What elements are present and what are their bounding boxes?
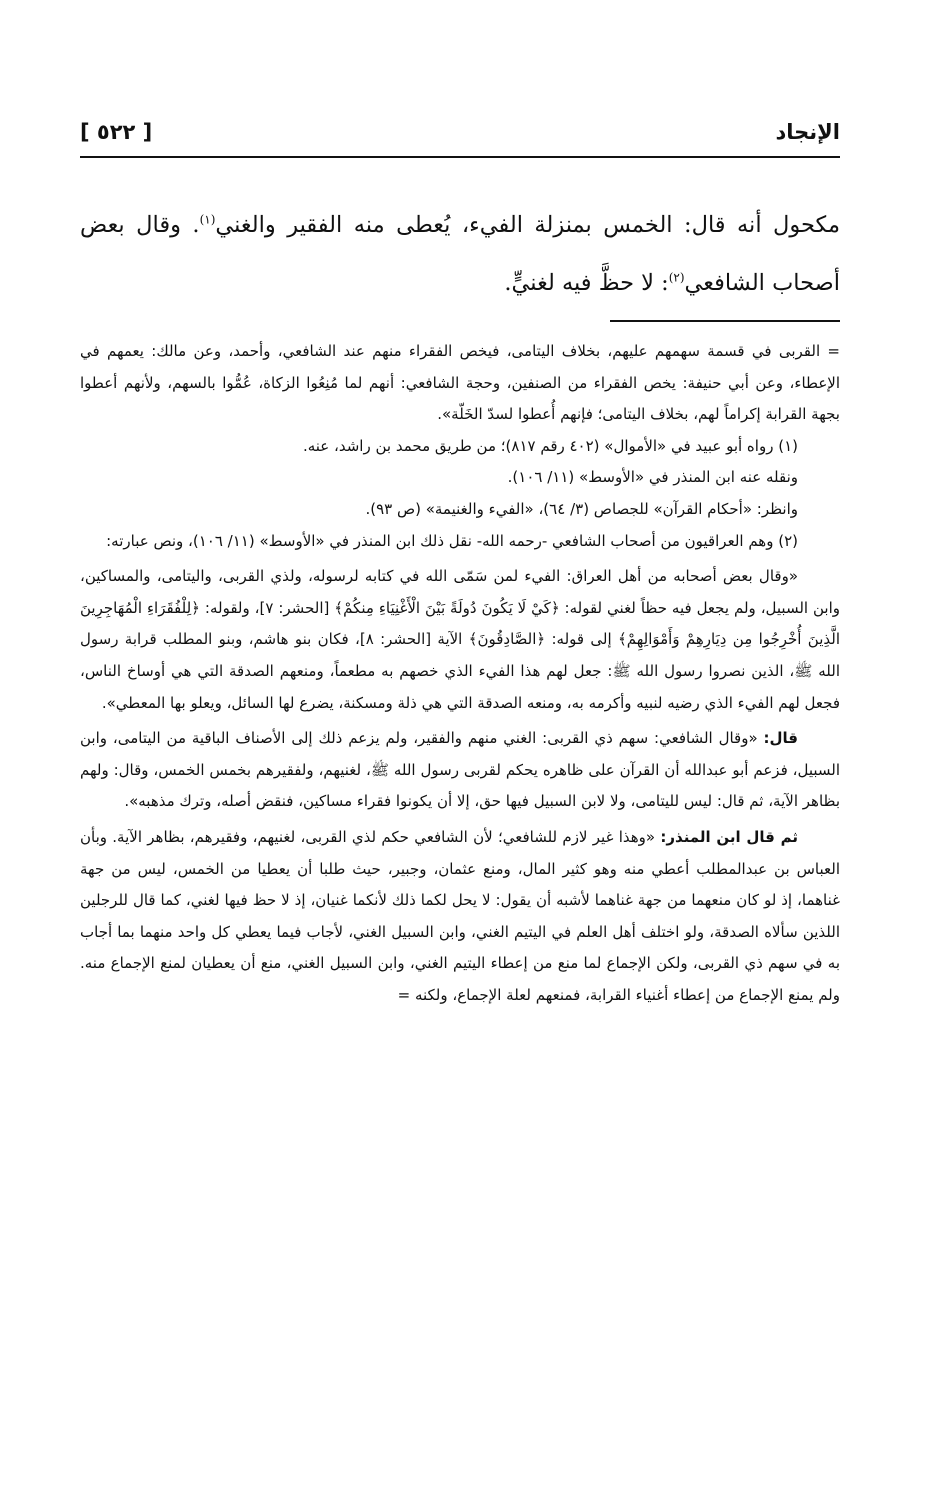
quote-3-lead: ثم قال ابن المنذر: bbox=[660, 827, 798, 846]
footnote-ref-1: (١) bbox=[199, 212, 216, 227]
running-title: الإنجاد bbox=[775, 120, 840, 144]
footnote-2: (٢) وهم العراقيون من أصحاب الشافعي -رحمه الله- نقل ذلك ابن المنذر في «الأوسط» (١١/ ١٠٦)، ونص عبارته: bbox=[106, 531, 798, 550]
footnote-continuation: = القربى في قسمة سهمهم عليهم، بخلاف اليتامى، فيخص الفقراء منهم عند الشافعي، وأحمد، وعن مالك: يعمهم في الإعطاء، وعن أبي حنيفة: يخص الفقراء من الصنفين، وحجة الشافعي: أنهم لما مُنِعُوا الزكاة، عُمُّوا بالسهم، ولأنهم أعطوا بجهة القرابة إكراماً لهم، بخلاف اليتامى؛ فإنهم أُعطوا لسدّ الخَلّة». bbox=[80, 342, 840, 424]
quote-3-text: «وهذا غير لازم للشافعي؛ لأن الشافعي حكم لذي القربى، لغنيهم، وفقيرهم، بظاهر الآية. وبأن العباس بن عبدالمطلب أعطي منه وهو كثير المال، ومنع عثمان، وجبير، حيث طلبا أن يعطيا من الخمس، ليس من جهة غناهما، إذ لو كان منعهما من جهة غناهما لأشبه أن يقول: لا يحل لكما ذلك لأنكما غنيان، إذ لا حظ فيها لغني، كما قال للرجلين اللذين سألاه الصدقة، ولو اختلف أهل العلم في اليتيم الغني، وابن السبيل الغني، لأجاب فيما يعطي كل واحد منهما بما أجاب به في سهم ذي القربى، ولكن الإجماع لما منع من إعطاء اليتيم الغني، وابن السبيل الغني، منع أن يعطيان لمنع الإجماع منه. ولم يمنع الإجماع من إعطاء أغنياء القرابة، فمنعهم لعلة الإجماع، ولكنه = bbox=[80, 827, 840, 1004]
page-number: [ ٥٢٢ ] bbox=[80, 120, 153, 144]
footnote-1-source: (١) رواه أبو عبيد في «الأموال» (٤٠٢ رقم ٨١٧)؛ من طريق محمد بن راشد، عنه. bbox=[302, 436, 798, 455]
footnote-2-quote-1: «وقال بعض أصحابه من أهل العراق: الفيء لمن سَمّى الله في كتابه لرسوله، ولذي القربى، واليتامى، والمساكين، وابن السبيل، ولم يجعل فيه حظاً لغني لقوله: ﴿كَيْ لَا يَكُونَ دُولَةً بَيْنَ الْأَغْنِيَاءِ مِنكُمْ﴾ [الحشر: ٧]، ولقوله: ﴿لِلْفُقَرَاءِ الْمُهَاجِرِينَ الَّذِينَ أُخْرِجُوا مِن دِيَارِهِمْ وَأَمْوَالِهِمْ﴾ إلى قوله: ﴿الصَّادِقُونَ﴾ الآية [الحشر: ٨]، فكان بنو هاشم، وبنو المطلب قرابة رسول الله ﷺ، الذين نصروا رسول الله ﷺ: جعل لهم هذا الفيء الذي خصهم به مطعماً، ومنعهم الصدقة التي هي أوساخ الناس، فجعل لهم الفيء الذي رضيه لنبيه وأكرمه به، ومنعه الصدقة التي هي ذلة ومسكنة، يضرع لها السائل، ويعلو بها المعطي». bbox=[80, 567, 841, 712]
main-text bbox=[80, 196, 840, 312]
quote-2-lead: قال: bbox=[763, 729, 798, 748]
footnotes bbox=[80, 336, 840, 1011]
footnote-1-transmission: ونقله عنه ابن المنذر في «الأوسط» (١١/ ١٠٦). bbox=[507, 468, 798, 487]
main-text-part-2: . وقال بعض أصحاب الشافعي bbox=[80, 212, 840, 296]
page-header bbox=[80, 114, 840, 158]
footnote-separator bbox=[610, 320, 840, 322]
footnote-2-quote-3 bbox=[80, 822, 840, 1012]
footnote-1-see-also: وانظر: «أحكام القرآن» للجصاص (٣/ ٦٤)، «الفيء والغنيمة» (ص ٩٣). bbox=[365, 499, 798, 518]
footnote-2-quote-2 bbox=[80, 723, 840, 818]
main-text-part-1: مكحول أنه قال: الخمس بمنزلة الفيء، يُعطى منه الفقير والغني bbox=[215, 212, 840, 238]
main-text-part-3: : لا حظَّ فيه لغنيٍّ. bbox=[504, 270, 669, 296]
footnote-ref-2: (٢) bbox=[668, 270, 685, 285]
quote-2-text: «وقال الشافعي: سهم ذي القربى: الغني منهم والفقير، ولم يزعم ذلك إلى الأصناف الباقية من اليتامى، وابن السبيل، فزعم أبو عبدالله أن القرآن على ظاهره يحكم لقربى رسول الله ﷺ، لغنيهم، ولفقيرهم بخمس الخمس، وقال: ولهم بظاهر الآية، ثم قال: ليس لليتامى، ولا لابن السبيل فيها حق، إلا أن يكونوا فقراء مساكين، فنقض أصله، وترك مذهبه». bbox=[80, 729, 840, 811]
